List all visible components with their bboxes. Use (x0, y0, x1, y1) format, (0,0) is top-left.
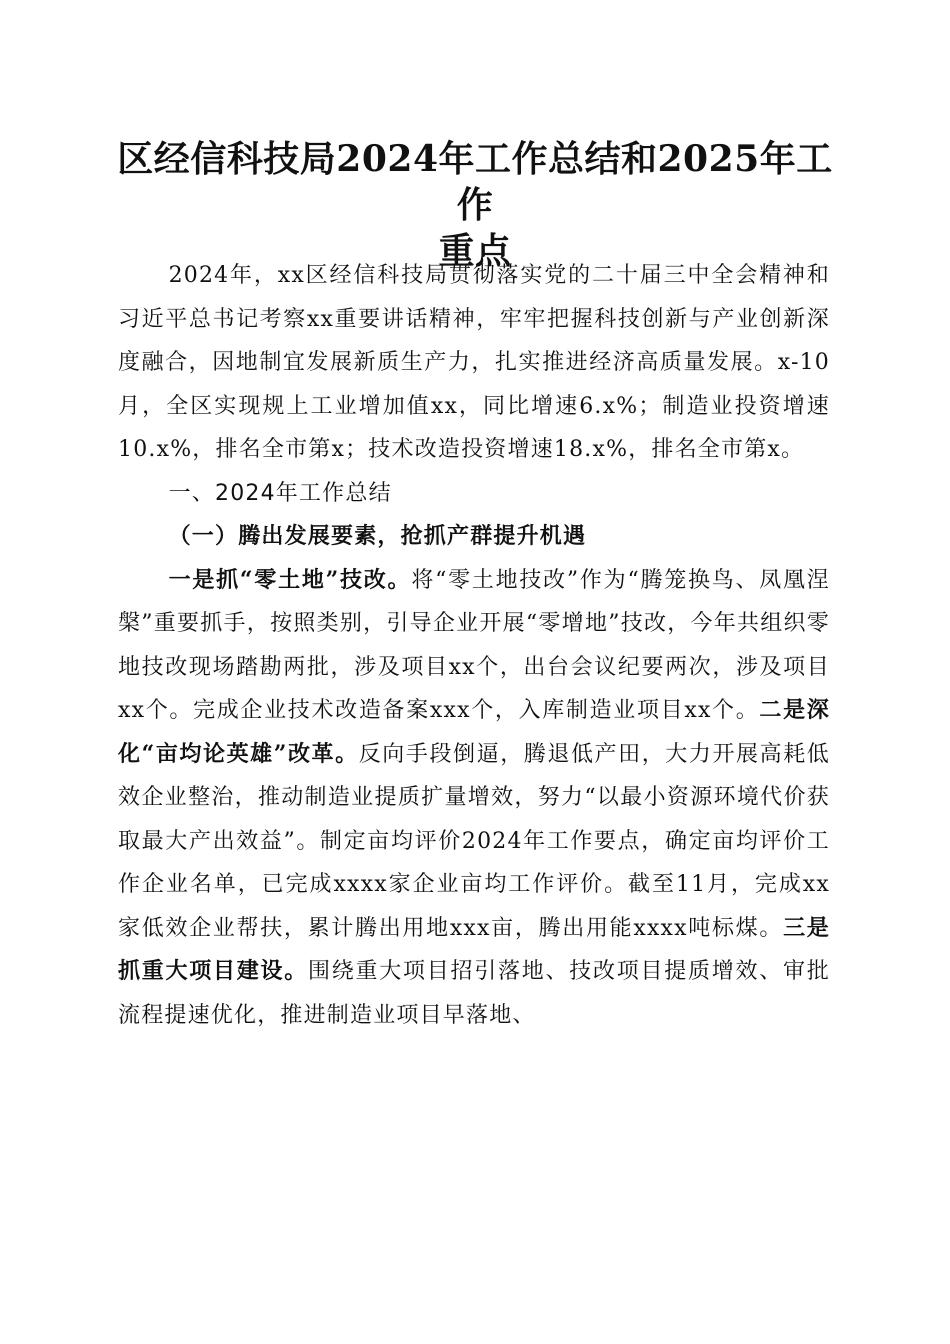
paragraph-lead: 二是深化“亩均论英雄”改革。 (118, 697, 830, 767)
intro-paragraph: 2024年，xx区经信科技局贯彻落实党的二十届三中全会精神和习近平总书记考察xx重要讲话精神，牢牢把握科技创新与产业创新深度融合，因地制宜发展新质生产力，扎实推进经济高质量发展。x-10月，全区实现规上工业增加值xx，同比增速6.x%；制造业投资增速10.x%，排名全市第x；技术改造投资增速18.x%，排名全市第x。 (118, 263, 830, 462)
paragraph-text: 围绕重大项目招引落地、技改项目提质增效、审批流程提速优化，推进制造业项目早落地、 (118, 959, 830, 1028)
subsection-heading: （一）腾出发展要素，抢抓产群提升机遇 (168, 523, 587, 549)
paragraph-text: 将“零土地技改”作为“腾笼换鸟、凤凰涅槃”重要抓手，按照类别，引导企业开展“零增地”技改，今年共组织零地技改现场踏勘两批，涉及项目xx个，出台会议纪要两次，涉及项目xx个。完成企业技术改造备案xxx个，入库制造业项目xx个。 (118, 567, 830, 723)
body-paragraph (118, 559, 830, 1038)
section-heading: 一、2024年工作总结 (168, 480, 392, 506)
title-line-2: 重点 (438, 230, 512, 272)
paragraph-text: 反向手段倒逼，腾退低产田，大力开展高耗低效企业整治，推动制造业提质扩量增效，努力“以最小资源环境代价获取最大产出效益”。制定亩均评价2024年工作要点，确定亩均评价工作企业名单，已完成xxxx家企业亩均工作评价。截至11月，完成xx家低效企业帮扶，累计腾出用地xxx亩，腾出用能xxxx吨标煤。 (118, 741, 830, 941)
document-body (118, 254, 830, 1037)
paragraph-lead: 三是抓重大项目建设。 (118, 914, 830, 984)
paragraph-lead: 一是抓“零土地”技改。 (168, 566, 412, 593)
title-line-1: 区经信科技局2024年工作总结和2025年工作 (117, 138, 833, 226)
